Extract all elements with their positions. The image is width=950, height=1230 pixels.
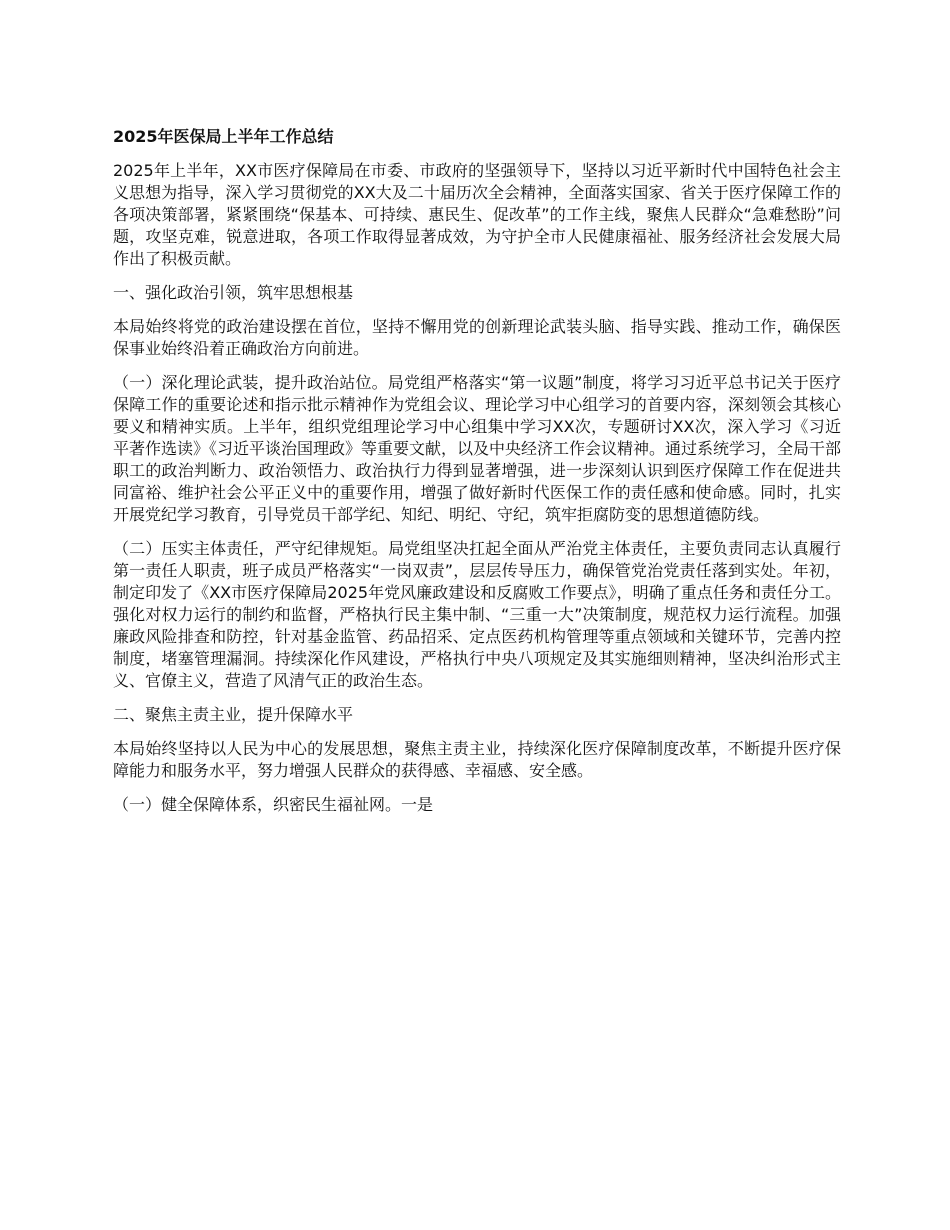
section-1-intro: 本局始终将党的政治建设摆在首位，坚持不懈用党的创新理论武装头脑、指导实践、推动工作，确保医保事业始终沿着正确政治方向前进。	[113, 317, 841, 358]
document-page	[113, 126, 841, 828]
section-2-item-1: （一）健全保障体系，织密民生福祉网。一是	[113, 795, 434, 814]
section-heading-2: 二、聚焦主责主业，提升保障水平	[113, 705, 354, 724]
section-2-intro: 本局始终坚持以人民为中心的发展思想，聚焦主责主业，持续深化医疗保障制度改革，不断提升医疗保障能力和服务水平，努力增强人民群众的获得感、幸福感、安全感。	[113, 739, 841, 780]
intro-paragraph: 2025年上半年，XX市医疗保障局在市委、市政府的坚强领导下，坚持以习近平新时代中国特色社会主义思想为指导，深入学习贯彻党的XX大及二十届历次全会精神，全面落实国家、省关于医疗保障工作的各项决策部署，紧紧围绕“保基本、可持续、惠民生、促改革”的工作主线，聚焦人民群众“急难愁盼”问题，攻坚克难，锐意进取，各项工作取得显著成效，为守护全市人民健康福祉、服务经济社会发展大局作出了积极贡献。	[113, 161, 841, 268]
section-heading-1: 一、强化政治引领，筑牢思想根基	[113, 283, 354, 302]
section-1-item-2: （二）压实主体责任，严守纪律规矩。局党组坚决扛起全面从严治党主体责任，主要负责同志认真履行第一责任人职责，班子成员严格落实“一岗双责”，层层传导压力，确保管党治党责任落到实处。年初，制定印发了《XX市医疗保障局2025年党风廉政建设和反腐败工作要点》，明确了重点任务和责任分工。强化对权力运行的制约和监督，严格执行民主集中制、“三重一大”决策制度，规范权力运行流程。加强廉政风险排查和防控，针对基金监管、药品招采、定点医药机构管理等重点领域和关键环节，完善内控制度，堵塞管理漏洞。持续深化作风建设，严格执行中央八项规定及其实施细则精神，坚决纠治形式主义、官僚主义，营造了风清气正的政治生态。	[113, 539, 841, 690]
document-title: 2025年医保局上半年工作总结	[113, 127, 334, 146]
section-1-item-1: （一）深化理论武装，提升政治站位。局党组严格落实“第一议题”制度，将学习习近平总书记关于医疗保障工作的重要论述和指示批示精神作为党组会议、理论学习中心组学习的首要内容，深刻领会其核心要义和精神实质。上半年，组织党组理论学习中心组集中学习XX次，专题研讨XX次，深入学习《习近平著作选读》《习近平谈治国理政》等重要文献，以及中央经济工作会议精神。通过系统学习，全局干部职工的政治判断力、政治领悟力、政治执行力得到显著增强，进一步深刻认识到医疗保障工作在促进共同富裕、维护社会公平正义中的重要作用，增强了做好新时代医保工作的责任感和使命感。同时，扎实开展党纪学习教育，引导党员干部学纪、知纪、明纪、守纪，筑牢拒腐防变的思想道德防线。	[113, 373, 842, 524]
